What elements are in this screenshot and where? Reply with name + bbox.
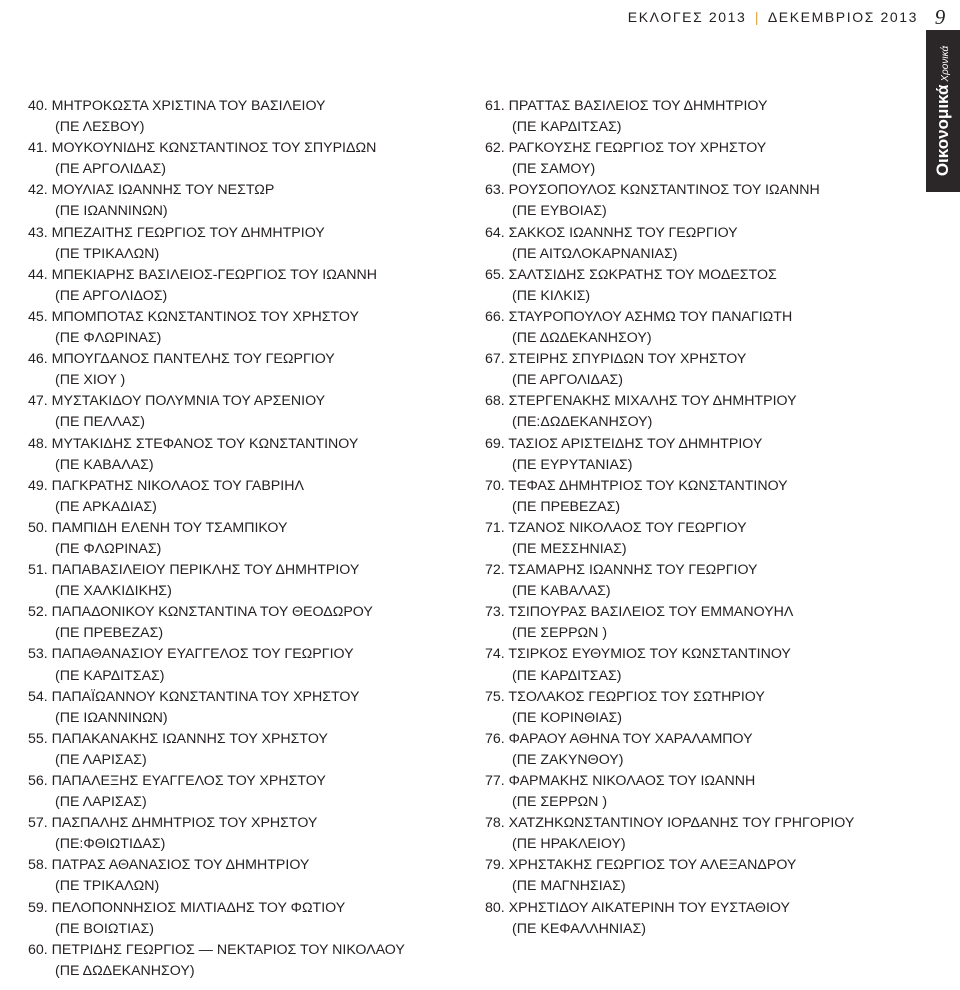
candidate-entry xyxy=(485,687,885,729)
candidate-entry xyxy=(485,223,885,265)
candidate-region: (ΠΕ ΚΙΛΚΙΣ) xyxy=(512,287,591,304)
candidate-region: (ΠΕ ΛΑΡΙΣΑΣ) xyxy=(55,751,147,768)
candidate-name: 44. ΜΠΕΚΙΑΡΗΣ ΒΑΣΙΛΕΙΟΣ-ΓΕΩΡΓΙΟΣ ΤΟΥ ΙΩΑΝΝΗ xyxy=(28,266,378,283)
candidate-region: (ΠΕ ΚΑΡΔΙΤΣΑΣ) xyxy=(512,667,622,684)
candidate-name: 62. ΡΑΓΚΟΥΣΗΣ ΓΕΩΡΓΙΟΣ ΤΟΥ ΧΡΗΣΤΟΥ xyxy=(485,140,767,157)
candidate-entry xyxy=(485,560,885,602)
candidate-entry xyxy=(485,771,885,813)
candidate-region: (ΠΕ ΧΙΟΥ ) xyxy=(55,372,126,389)
candidate-region: (ΠΕ ΛΕΣΒΟΥ) xyxy=(55,119,145,136)
candidate-region: (ΠΕ ΣΑΜΟΥ) xyxy=(512,161,596,178)
candidate-region: (ΠΕ ΤΡΙΚΑΛΩΝ) xyxy=(55,878,160,895)
candidate-entry xyxy=(28,265,468,307)
candidate-region: (ΠΕ ΔΩΔΕΚΑΝΗΣΟΥ) xyxy=(512,330,652,347)
candidate-entry xyxy=(28,96,468,138)
candidate-name: 50. ΠΑΜΠΙΔΗ ΕΛΕΝΗ ΤΟΥ ΤΣΑΜΠΙΚΟΥ xyxy=(28,519,288,536)
candidate-region: (ΠΕ ΙΩΑΝΝΙΝΩΝ) xyxy=(55,709,168,726)
candidate-region: (ΠΕ ΚΑΒΑΛΑΣ) xyxy=(512,583,611,600)
candidate-region: (ΠΕ ΜΕΣΣΗΝΙΑΣ) xyxy=(512,540,627,557)
candidate-name: 41. ΜΟΥΚΟΥΝΙΔΗΣ ΚΩΝΣΤΑΝΤΙΝΟΣ ΤΟΥ ΣΠΥΡΙΔΩΝ xyxy=(28,140,377,157)
candidate-entry xyxy=(28,602,468,644)
candidate-entry xyxy=(485,813,885,855)
candidate-entry xyxy=(28,729,468,771)
candidate-region: (ΠΕ:ΔΩΔΕΚΑΝΗΣΟΥ) xyxy=(512,414,653,431)
candidate-entry xyxy=(485,602,885,644)
candidate-region: (ΠΕ ΤΡΙΚΑΛΩΝ) xyxy=(55,245,160,262)
candidate-entry xyxy=(485,349,885,391)
candidate-region: (ΠΕ ΧΑΛΚΙΔΙΚΗΣ) xyxy=(55,583,172,600)
candidate-name: 55. ΠΑΠΑΚΑΝΑΚΗΣ ΙΩΑΝΝΗΣ ΤΟΥ ΧΡΗΣΤΟΥ xyxy=(28,730,328,747)
candidate-entry xyxy=(485,180,885,222)
candidate-region: (ΠΕ ΑΡΓΟΛΙΔΑΣ) xyxy=(512,372,623,389)
candidate-name: 70. ΤΕΦΑΣ ΔΗΜΗΤΡΙΟΣ ΤΟΥ ΚΩΝΣΤΑΝΤΙΝΟΥ xyxy=(485,477,788,494)
candidate-region: (ΠΕ ΚΟΡΙΝΘΙΑΣ) xyxy=(512,709,623,726)
candidate-name: 76. ΦΑΡΑΟΥ ΑΘΗΝΑ ΤΟΥ ΧΑΡΑΛΑΜΠΟΥ xyxy=(485,730,753,747)
candidate-region: (ΠΕ ΑΡΓΟΛΙΔΑΣ) xyxy=(55,161,166,178)
candidate-region: (ΠΕ ΠΡΕΒΕΖΑΣ) xyxy=(55,625,164,642)
candidate-entry xyxy=(28,138,468,180)
candidate-name: 47. ΜΥΣΤΑΚΙΔΟΥ ΠΟΛΥΜΝΙΑ ΤΟΥ ΑΡΣΕΝΙΟΥ xyxy=(28,393,326,410)
page-number: 9 xyxy=(934,5,946,29)
candidate-entry xyxy=(485,138,885,180)
candidate-region: (ΠΕ ΛΑΡΙΣΑΣ) xyxy=(55,794,147,811)
side-tab-label xyxy=(933,46,953,176)
candidate-name: 58. ΠΑΤΡΑΣ ΑΘΑΝΑΣΙΟΣ ΤΟΥ ΔΗΜΗΤΡΙΟΥ xyxy=(28,857,310,874)
candidate-entry xyxy=(485,391,885,433)
candidate-region: (ΠΕ ΑΙΤΩΛΟΚΑΡΝΑΝΙΑΣ) xyxy=(512,245,678,262)
candidate-name: 65. ΣΑΛΤΣΙΔΗΣ ΣΩΚΡΑΤΗΣ ΤΟΥ ΜΟΔΕΣΤΟΣ xyxy=(485,266,777,283)
candidate-name: 80. ΧΡΗΣΤΙΔΟΥ ΑΙΚΑΤΕΡΙΝΗ ΤΟΥ ΕΥΣΤΑΘΙΟΥ xyxy=(485,899,790,916)
candidate-entry xyxy=(485,644,885,686)
candidate-name: 67. ΣΤΕΙΡΗΣ ΣΠΥΡΙΔΩΝ ΤΟΥ ΧΡΗΣΤΟΥ xyxy=(485,351,747,368)
candidate-name: 60. ΠΕΤΡΙΔΗΣ ΓΕΩΡΓΙΟΣ — ΝΕΚΤΑΡΙΟΣ ΤΟΥ ΝΙΚΟΛΑΟΥ xyxy=(28,941,405,958)
candidate-entry xyxy=(28,940,468,982)
candidates-right-column xyxy=(485,96,885,940)
candidate-region: (ΠΕ ΒΟΙΩΤΙΑΣ) xyxy=(55,920,154,937)
candidate-region: (ΠΕ ΦΛΩΡΙΝΑΣ) xyxy=(55,330,162,347)
candidate-name: 40. ΜΗΤΡΟΚΩΣΤΑ ΧΡΙΣΤΙΝΑ ΤΟΥ ΒΑΣΙΛΕΙΟΥ xyxy=(28,98,326,114)
candidate-name: 49. ΠΑΓΚΡΑΤΗΣ ΝΙΚΟΛΑΟΣ ΤΟΥ ΓΑΒΡΙΗΛ xyxy=(28,477,304,494)
candidate-entry xyxy=(28,476,468,518)
candidate-name: 48. ΜΥΤΑΚΙΔΗΣ ΣΤΕΦΑΝΟΣ ΤΟΥ ΚΩΝΣΤΑΝΤΙΝΟΥ xyxy=(28,435,359,452)
candidate-name: 79. ΧΡΗΣΤΑΚΗΣ ΓΕΩΡΓΙΟΣ ΤΟΥ ΑΛΕΞΑΝΔΡΟΥ xyxy=(485,857,797,874)
candidate-region: (ΠΕ ΑΡΓΟΛΙΔΟΣ) xyxy=(55,287,168,304)
candidate-entry xyxy=(485,434,885,476)
candidate-name: 46. ΜΠΟΥΓΔΑΝΟΣ ΠΑΝΤΕΛΗΣ ΤΟΥ ΓΕΩΡΓΙΟΥ xyxy=(28,351,335,368)
page-header xyxy=(0,4,960,30)
candidate-name: 51. ΠΑΠΑΒΑΣΙΛΕΙΟΥ ΠΕΡΙΚΛΗΣ ΤΟΥ ΔΗΜΗΤΡΙΟΥ xyxy=(28,562,360,579)
candidate-entry xyxy=(28,180,468,222)
candidate-region: (ΠΕ ΚΑΡΔΙΤΣΑΣ) xyxy=(512,119,622,136)
header-separator: | xyxy=(754,9,761,25)
candidate-entry xyxy=(485,855,885,897)
candidate-entry xyxy=(28,307,468,349)
header-right: ΔΕΚΕΜΒΡΙΟΣ 2013 xyxy=(767,9,918,25)
candidate-entry xyxy=(485,265,885,307)
side-tab xyxy=(926,30,960,192)
candidate-region: (ΠΕ ΙΩΑΝΝΙΝΩΝ) xyxy=(55,203,168,220)
candidate-region: (ΠΕ ΣΕΡΡΩΝ ) xyxy=(512,794,608,811)
candidate-region: (ΠΕ ΚΑΒΑΛΑΣ) xyxy=(55,456,154,473)
candidate-name: 77. ΦΑΡΜΑΚΗΣ ΝΙΚΟΛΑΟΣ ΤΟΥ ΙΩΑΝΝΗ xyxy=(485,773,756,789)
candidate-name: 42. ΜΟΥΛΙΑΣ ΙΩΑΝΝΗΣ ΤΟΥ ΝΕΣΤΩΡ xyxy=(28,182,275,199)
candidate-entry xyxy=(28,687,468,729)
candidate-entry xyxy=(485,307,885,349)
side-tab-title: Οικονομικά xyxy=(933,84,952,177)
candidate-name: 61. ΠΡΑΤΤΑΣ ΒΑΣΙΛΕΙΟΣ ΤΟΥ ΔΗΜΗΤΡΙΟΥ xyxy=(485,98,768,114)
candidate-name: 64. ΣΑΚΚΟΣ ΙΩΑΝΝΗΣ ΤΟΥ ΓΕΩΡΓΙΟΥ xyxy=(485,224,738,241)
candidate-region: (ΠΕ ΣΕΡΡΩΝ ) xyxy=(512,625,608,642)
candidate-name: 75. ΤΣΟΛΑΚΟΣ ΓΕΩΡΓΙΟΣ ΤΟΥ ΣΩΤΗΡΙΟΥ xyxy=(485,688,765,705)
candidate-entry xyxy=(485,729,885,771)
candidate-entry xyxy=(485,898,885,940)
candidate-name: 57. ΠΑΣΠΑΛΗΣ ΔΗΜΗΤΡΙΟΣ ΤΟΥ ΧΡΗΣΤΟΥ xyxy=(28,815,318,832)
candidate-name: 73. ΤΣΙΠΟΥΡΑΣ ΒΑΣΙΛΕΙΟΣ ΤΟΥ ΕΜΜΑΝΟΥΗΛ xyxy=(485,604,794,621)
candidate-entry xyxy=(28,644,468,686)
side-tab-subtitle: Χρονικά xyxy=(940,45,951,82)
candidate-entry xyxy=(485,476,885,518)
candidate-region: (ΠΕ ΕΥΒΟΙΑΣ) xyxy=(512,203,607,220)
header-title xyxy=(628,9,918,25)
candidate-name: 68. ΣΤΕΡΓΕΝΑΚΗΣ ΜΙΧΑΛΗΣ ΤΟΥ ΔΗΜΗΤΡΙΟΥ xyxy=(485,393,797,410)
candidate-region: (ΠΕ ΗΡΑΚΛΕΙΟΥ) xyxy=(512,836,626,853)
candidate-region: (ΠΕ ΚΑΡΔΙΤΣΑΣ) xyxy=(55,667,165,684)
candidate-entry xyxy=(485,96,885,138)
candidates-left-column xyxy=(28,96,468,982)
candidate-entry xyxy=(28,223,468,265)
candidate-name: 43. ΜΠΕΖΑΙΤΗΣ ΓΕΩΡΓΙΟΣ ΤΟΥ ΔΗΜΗΤΡΙΟΥ xyxy=(28,224,325,241)
candidate-region: (ΠΕ ΕΥΡΥΤΑΝΙΑΣ) xyxy=(512,456,633,473)
candidate-region: (ΠΕ ΖΑΚΥΝΘΟΥ) xyxy=(512,751,624,768)
candidate-name: 56. ΠΑΠΑΛΕΞΗΣ ΕΥΑΓΓΕΛΟΣ ΤΟΥ ΧΡΗΣΤΟΥ xyxy=(28,773,326,789)
candidate-region: (ΠΕ ΔΩΔΕΚΑΝΗΣΟΥ) xyxy=(55,962,195,979)
candidate-entry xyxy=(28,434,468,476)
candidate-name: 59. ΠΕΛΟΠΟΝΝΗΣΙΟΣ ΜΙΛΤΙΑΔΗΣ ΤΟΥ ΦΩΤΙΟΥ xyxy=(28,899,346,916)
candidate-entry xyxy=(28,391,468,433)
candidate-entry xyxy=(485,518,885,560)
candidate-name: 66. ΣΤΑΥΡΟΠΟΥΛΟΥ ΑΣΗΜΩ ΤΟΥ ΠΑΝΑΓΙΩΤΗ xyxy=(485,308,793,325)
candidate-region: (ΠΕ ΦΛΩΡΙΝΑΣ) xyxy=(55,540,162,557)
candidate-entry xyxy=(28,349,468,391)
candidate-entry xyxy=(28,898,468,940)
candidate-region: (ΠΕ ΜΑΓΝΗΣΙΑΣ) xyxy=(512,878,626,895)
candidate-region: (ΠΕ ΚΕΦΑΛΛΗΝΙΑΣ) xyxy=(512,920,647,937)
candidate-name: 45. ΜΠΟΜΠΟΤΑΣ ΚΩΝΣΤΑΝΤΙΝΟΣ ΤΟΥ ΧΡΗΣΤΟΥ xyxy=(28,308,359,325)
candidate-region: (ΠΕ ΠΕΛΛΑΣ) xyxy=(55,414,145,431)
header-left: ΕΚΛΟΓΕΣ 2013 xyxy=(627,9,747,25)
candidate-name: 71. ΤΖΑΝΟΣ ΝΙΚΟΛΑΟΣ ΤΟΥ ΓΕΩΡΓΙΟΥ xyxy=(485,519,747,536)
candidate-region: (ΠΕ ΑΡΚΑΔΙΑΣ) xyxy=(55,498,157,515)
candidate-name: 69. ΤΑΣΙΟΣ ΑΡΙΣΤΕΙΔΗΣ ΤΟΥ ΔΗΜΗΤΡΙΟΥ xyxy=(485,435,763,452)
candidate-region: (ΠΕ:ΦΘΙΩΤΙΔΑΣ) xyxy=(55,836,166,853)
candidate-name: 52. ΠΑΠΑΔΟΝΙΚΟΥ ΚΩΝΣΤΑΝΤΙΝΑ ΤΟΥ ΘΕΟΔΩΡΟΥ xyxy=(28,604,373,621)
candidate-entry xyxy=(28,855,468,897)
candidate-name: 53. ΠΑΠΑΘΑΝΑΣΙΟΥ ΕΥΑΓΓΕΛΟΣ ΤΟΥ ΓΕΩΡΓΙΟΥ xyxy=(28,646,354,663)
candidate-region: (ΠΕ ΠΡΕΒΕΖΑΣ) xyxy=(512,498,621,515)
candidate-entry xyxy=(28,771,468,813)
candidate-name: 63. ΡΟΥΣΟΠΟΥΛΟΣ ΚΩΝΣΤΑΝΤΙΝΟΣ ΤΟΥ ΙΩΑΝΝΗ xyxy=(485,182,820,199)
candidate-entry xyxy=(28,560,468,602)
candidate-name: 72. ΤΣΑΜΑΡΗΣ ΙΩΑΝΝΗΣ ΤΟΥ ΓΕΩΡΓΙΟΥ xyxy=(485,562,758,579)
candidate-entry xyxy=(28,813,468,855)
candidate-name: 54. ΠΑΠΑΪΩΑΝΝΟΥ ΚΩΝΣΤΑΝΤΙΝΑ ΤΟΥ ΧΡΗΣΤΟΥ xyxy=(28,688,360,705)
candidate-entry xyxy=(28,518,468,560)
candidate-name: 78. ΧΑΤΖΗΚΩΝΣΤΑΝΤΙΝΟΥ ΙΟΡΔΑΝΗΣ ΤΟΥ ΓΡΗΓΟΡΙΟΥ xyxy=(485,815,855,832)
candidate-name: 74. ΤΣΙΡΚΟΣ ΕΥΘΥΜΙΟΣ ΤΟΥ ΚΩΝΣΤΑΝΤΙΝΟΥ xyxy=(485,646,791,663)
